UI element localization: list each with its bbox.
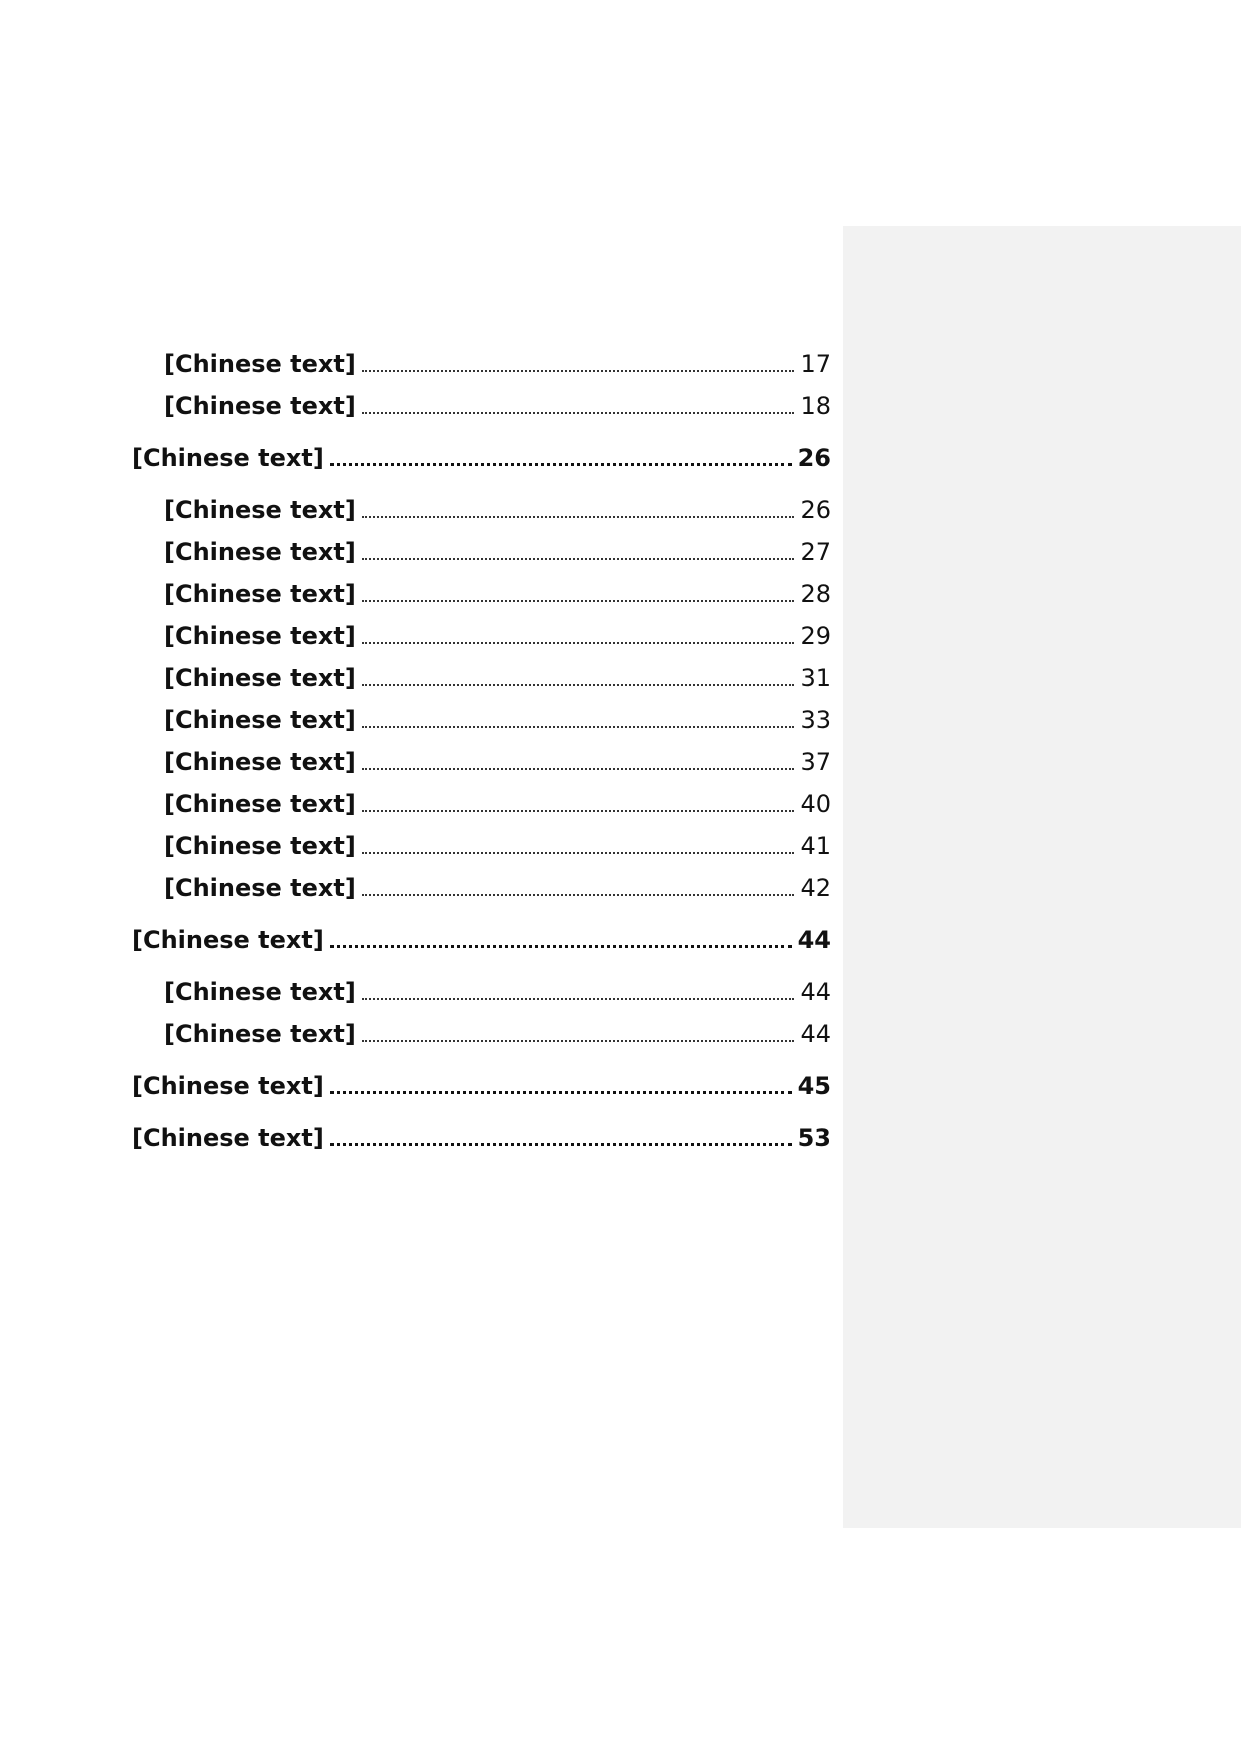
toc-line[interactable] xyxy=(0,914,843,954)
toc-line-page-number: 28 xyxy=(800,580,831,608)
toc-line-page-number: 17 xyxy=(800,350,831,378)
toc-line[interactable] xyxy=(0,736,843,776)
toc-line[interactable] xyxy=(0,380,843,420)
toc-line[interactable] xyxy=(0,966,843,1006)
toc-line-page-number: 40 xyxy=(800,790,831,818)
toc-line[interactable] xyxy=(0,694,843,734)
toc-line-page-number: 29 xyxy=(800,622,831,650)
toc-line-title: [Chinese text] xyxy=(164,706,356,734)
toc-line-title: [Chinese text] xyxy=(164,538,356,566)
toc-line-title: [Chinese text] xyxy=(132,1124,324,1152)
toc-line-title: [Chinese text] xyxy=(164,664,356,692)
toc-line-page-number: 18 xyxy=(800,392,831,420)
toc-line[interactable] xyxy=(0,1112,843,1152)
toc-line[interactable] xyxy=(0,432,843,472)
toc-line-title: [Chinese text] xyxy=(164,874,356,902)
dot-leader xyxy=(330,463,792,466)
dot-leader xyxy=(362,810,795,812)
toc-line[interactable] xyxy=(0,1008,843,1048)
toc-line-title: [Chinese text] xyxy=(164,832,356,860)
toc-line-page-number: 31 xyxy=(800,664,831,692)
dot-leader xyxy=(330,1091,792,1094)
dot-leader xyxy=(362,642,795,644)
toc-line-page-number: 44 xyxy=(797,926,831,954)
toc-line-title: [Chinese text] xyxy=(164,350,356,378)
toc-line-page-number: 26 xyxy=(800,496,831,524)
toc-line[interactable] xyxy=(0,862,843,902)
toc-line-title: [Chinese text] xyxy=(164,580,356,608)
toc-line-page-number: 42 xyxy=(800,874,831,902)
toc-line-title: [Chinese text] xyxy=(164,1020,356,1048)
toc-line-page-number: 27 xyxy=(800,538,831,566)
dot-leader xyxy=(362,370,795,372)
toc-line-page-number: 41 xyxy=(800,832,831,860)
toc-line[interactable] xyxy=(0,484,843,524)
dot-leader xyxy=(362,600,795,602)
dot-leader xyxy=(362,412,795,414)
toc-line-title: [Chinese text] xyxy=(164,496,356,524)
toc-line-title: [Chinese text] xyxy=(164,978,356,1006)
toc-line-title: [Chinese text] xyxy=(132,926,324,954)
toc-line-page-number: 53 xyxy=(797,1124,831,1152)
dot-leader xyxy=(330,945,792,948)
dot-leader xyxy=(362,998,795,1000)
toc-line-page-number: 44 xyxy=(800,1020,831,1048)
toc-line-title: [Chinese text] xyxy=(164,748,356,776)
dot-leader xyxy=(362,558,795,560)
dot-leader xyxy=(362,1040,795,1042)
toc-line-title: [Chinese text] xyxy=(164,392,356,420)
dot-leader xyxy=(362,894,795,896)
toc-line[interactable] xyxy=(0,568,843,608)
toc-line-title: [Chinese text] xyxy=(132,1072,324,1100)
toc-line[interactable] xyxy=(0,526,843,566)
comment-margin xyxy=(843,226,1241,1528)
toc-line-page-number: 45 xyxy=(797,1072,831,1100)
toc-line[interactable] xyxy=(0,652,843,692)
toc-line-page-number: 44 xyxy=(800,978,831,1006)
dot-leader xyxy=(362,852,795,854)
toc-line-page-number: 33 xyxy=(800,706,831,734)
toc-line-page-number: 26 xyxy=(797,444,831,472)
toc-line[interactable] xyxy=(0,820,843,860)
toc-line[interactable] xyxy=(0,610,843,650)
toc-line-title: [Chinese text] xyxy=(164,622,356,650)
dot-leader xyxy=(330,1143,792,1146)
dot-leader xyxy=(362,768,795,770)
toc-line-title: [Chinese text] xyxy=(164,790,356,818)
toc-line[interactable] xyxy=(0,338,843,378)
toc-line-title: [Chinese text] xyxy=(132,444,324,472)
dot-leader xyxy=(362,726,795,728)
toc-line[interactable] xyxy=(0,1060,843,1100)
dot-leader xyxy=(362,684,795,686)
dot-leader xyxy=(362,516,795,518)
toc-line-page-number: 37 xyxy=(800,748,831,776)
toc-line[interactable] xyxy=(0,778,843,818)
